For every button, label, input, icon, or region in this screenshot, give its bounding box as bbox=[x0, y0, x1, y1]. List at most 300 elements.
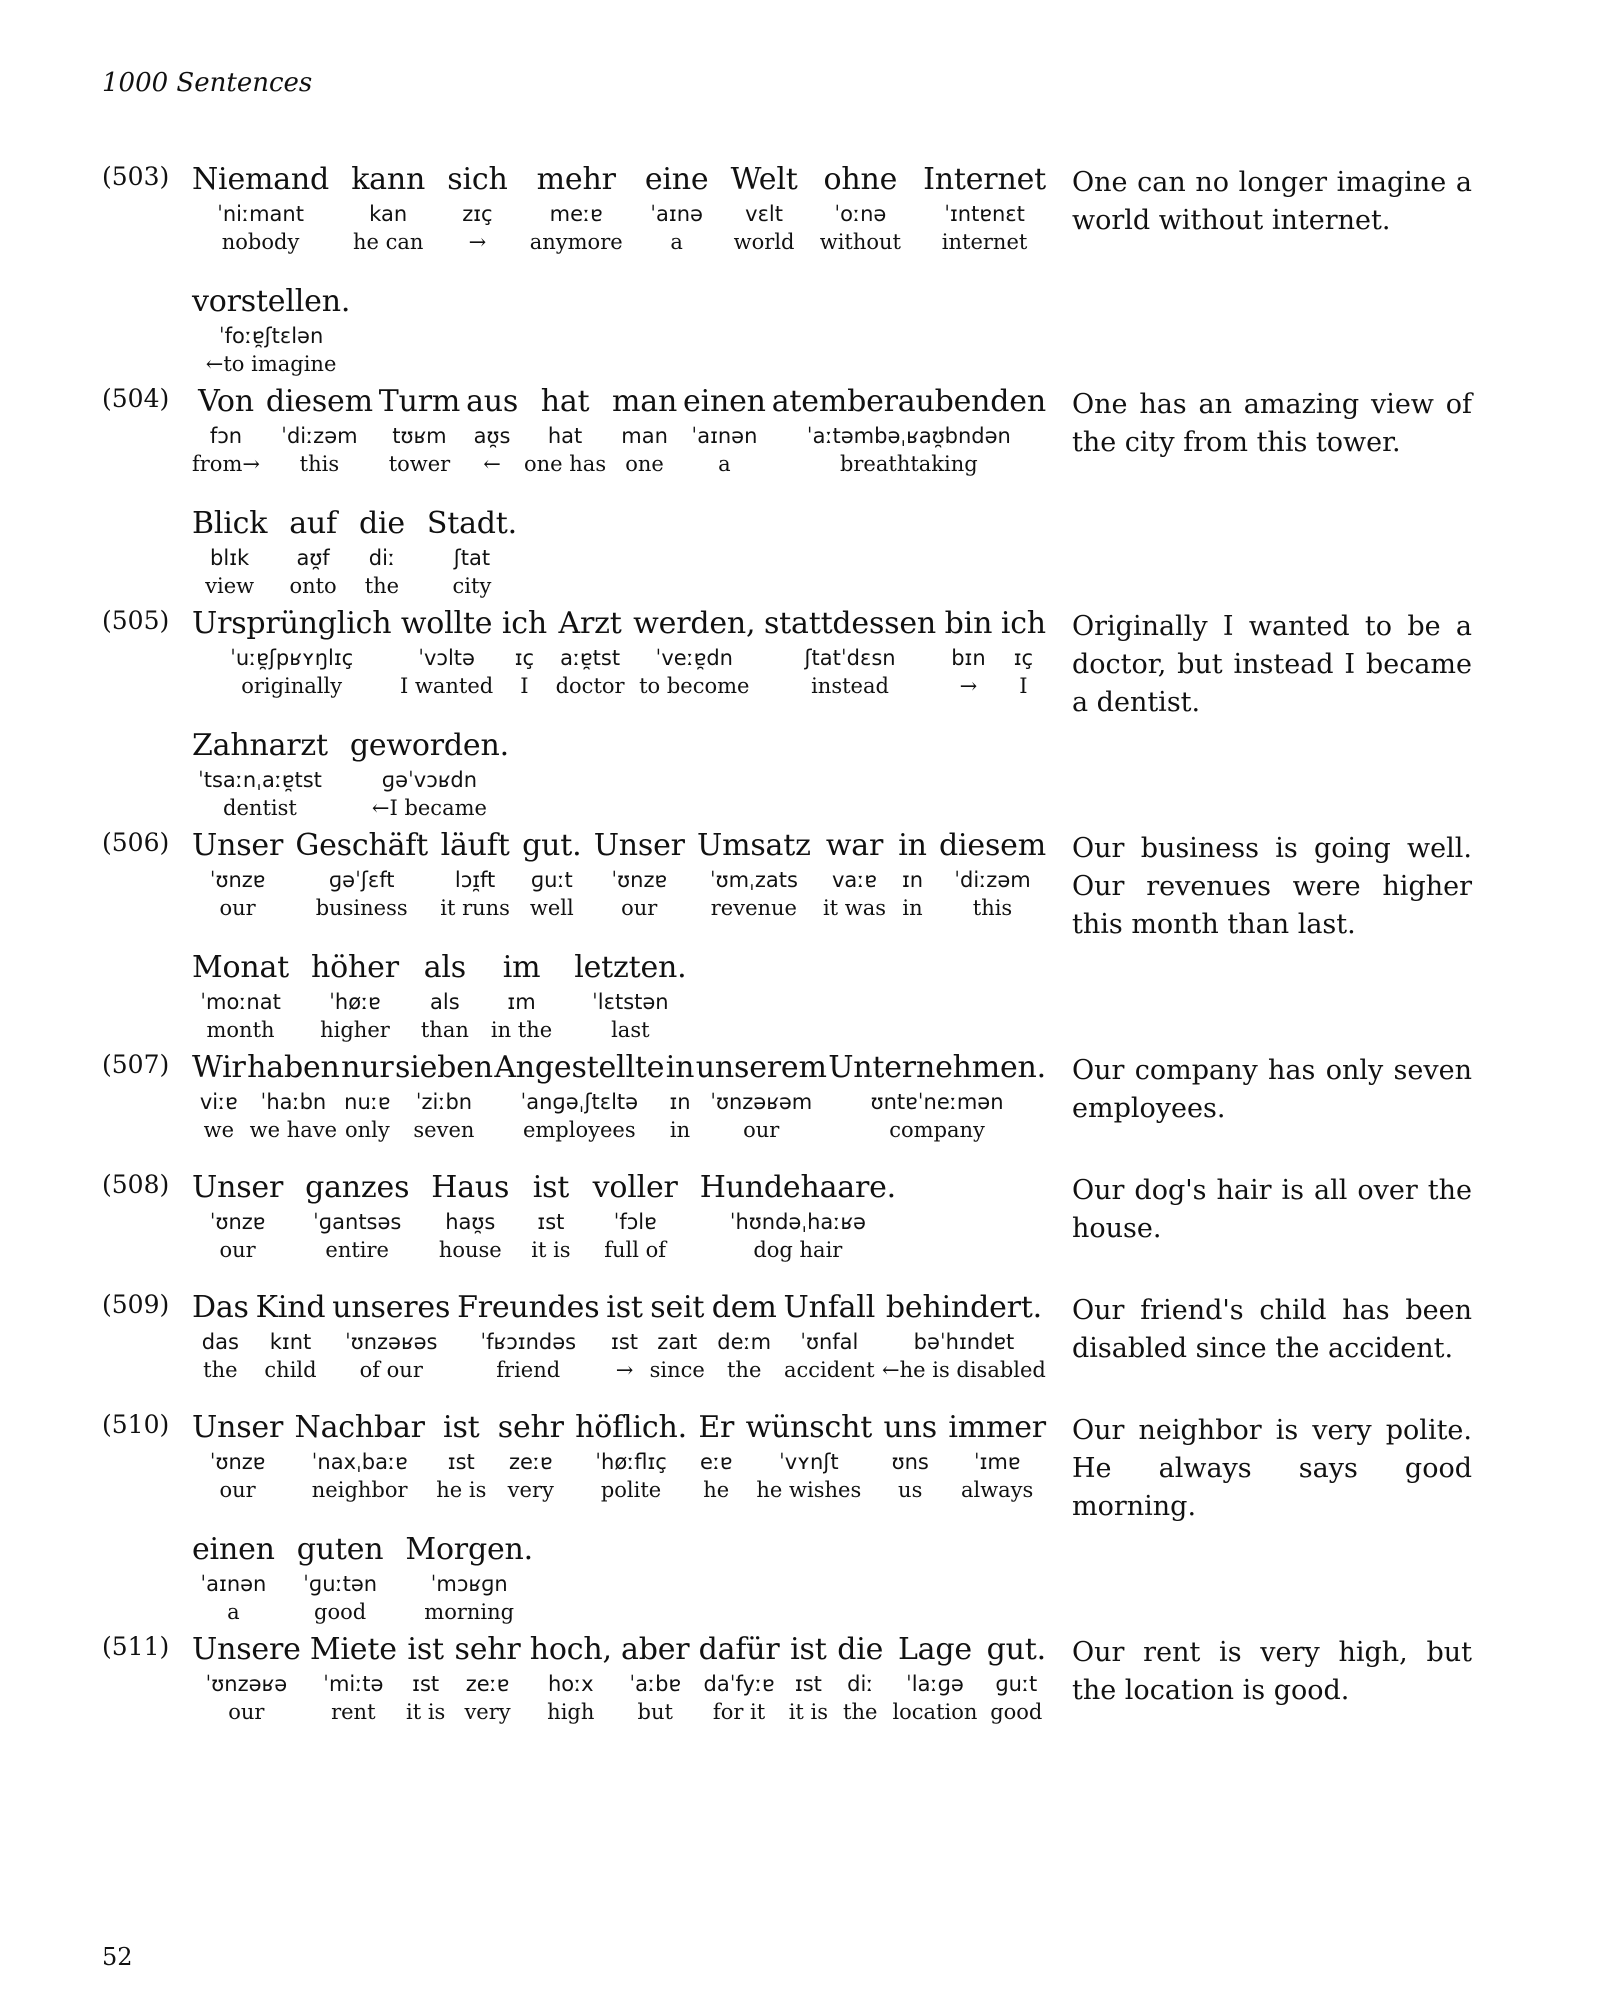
english-gloss: us bbox=[898, 1478, 923, 1502]
german-word: einen bbox=[683, 384, 766, 419]
german-word: im bbox=[502, 950, 541, 985]
glossed-word bbox=[612, 382, 677, 482]
german-word: sehr bbox=[454, 1632, 521, 1667]
german-word: hoch, bbox=[529, 1632, 612, 1667]
glossed-word bbox=[332, 1288, 450, 1388]
english-gloss: to become bbox=[639, 674, 750, 698]
ipa-transcription: ɪç bbox=[514, 646, 535, 670]
german-word: Kind bbox=[255, 1290, 326, 1325]
ipa-transcription: ˈʊnzɐ bbox=[611, 868, 668, 892]
german-word: Blick bbox=[192, 506, 268, 541]
ipa-transcription: aːɐ̯tst bbox=[560, 646, 621, 670]
german-word: vorstellen. bbox=[192, 284, 351, 319]
german-word: man bbox=[612, 384, 678, 419]
ipa-transcription: ɪm bbox=[507, 990, 536, 1014]
ipa-transcription: ˈmɔʁɡn bbox=[430, 1572, 508, 1596]
german-word: ohne bbox=[823, 162, 898, 197]
ipa-transcription: ˈuːɐ̯ʃpʁʏŋlɪç bbox=[230, 646, 354, 670]
english-gloss: the bbox=[203, 1358, 238, 1382]
german-word: ist bbox=[407, 1632, 444, 1667]
english-gloss: accident bbox=[784, 1358, 875, 1382]
glossed-word bbox=[606, 1288, 642, 1388]
german-word: einen bbox=[192, 1532, 275, 1567]
german-word: Unser bbox=[192, 828, 284, 863]
german-word: Unsere bbox=[192, 1632, 301, 1667]
gloss-line bbox=[192, 726, 1046, 826]
ipa-transcription: eːɐ bbox=[699, 1450, 733, 1474]
glossed-word bbox=[784, 1288, 876, 1388]
ipa-transcription: meːɐ bbox=[549, 202, 603, 226]
glossed-word bbox=[524, 382, 606, 482]
glossed-word bbox=[683, 382, 766, 482]
glossed-word bbox=[502, 604, 547, 704]
gloss-line bbox=[192, 826, 1046, 926]
german-word: Unternehmen. bbox=[828, 1050, 1046, 1085]
english-gloss: high bbox=[547, 1700, 595, 1724]
interlinear-gloss bbox=[192, 160, 1046, 404]
glossed-word bbox=[699, 1630, 780, 1730]
glossed-word bbox=[820, 160, 901, 260]
glossed-word bbox=[447, 160, 507, 260]
english-gloss: business bbox=[315, 896, 408, 920]
ipa-transcription: ˈdiːzəm bbox=[281, 424, 358, 448]
glossed-word bbox=[746, 1408, 873, 1508]
ipa-transcription: ˈaɪnə bbox=[650, 202, 703, 226]
ipa-transcription: ɪst bbox=[611, 1330, 639, 1354]
gloss-line bbox=[192, 282, 1046, 382]
ipa-transcription: ˈniːmant bbox=[217, 202, 304, 226]
english-gloss: the bbox=[843, 1700, 878, 1724]
german-word: höher bbox=[311, 950, 399, 985]
english-translation: Originally I wanted to be a doctor, but instead I became a dentist. bbox=[1072, 611, 1472, 718]
english-gloss: only bbox=[344, 1118, 390, 1142]
ipa-transcription: tʊʁm bbox=[392, 424, 447, 448]
german-word: letzten. bbox=[574, 950, 687, 985]
german-word: Umsatz bbox=[697, 828, 811, 863]
german-word: Monat bbox=[192, 950, 290, 985]
english-gloss: doctor bbox=[555, 674, 625, 698]
ipa-transcription: ɪç bbox=[1013, 646, 1034, 670]
english-gloss: polite bbox=[600, 1478, 662, 1502]
glossed-word bbox=[192, 282, 350, 382]
gloss-line bbox=[192, 1408, 1046, 1508]
glossed-word bbox=[882, 1288, 1046, 1388]
ipa-transcription: ˈmiːtə bbox=[323, 1672, 384, 1696]
glossed-word bbox=[828, 1048, 1046, 1148]
glossed-word bbox=[700, 1168, 896, 1268]
ipa-transcription: ˈaːbɐ bbox=[629, 1672, 682, 1696]
english-gloss: → bbox=[468, 230, 487, 254]
german-word: gut. bbox=[986, 1632, 1046, 1667]
ipa-transcription: ˈhʊndəˌhaːʁə bbox=[729, 1210, 866, 1234]
glossed-word bbox=[823, 826, 886, 926]
english-gloss: month bbox=[206, 1018, 275, 1042]
english-gloss: house bbox=[438, 1238, 502, 1262]
german-word: seit bbox=[650, 1290, 705, 1325]
english-gloss: he bbox=[703, 1478, 730, 1502]
german-word: nur bbox=[341, 1050, 394, 1085]
glossed-word bbox=[192, 726, 328, 826]
english-translation: Our dog's hair is all over the house. bbox=[1072, 1175, 1472, 1244]
english-gloss: ←he is disabled bbox=[882, 1358, 1046, 1382]
glossed-word bbox=[359, 504, 405, 604]
english-gloss: than bbox=[420, 1018, 469, 1042]
english-gloss: revenue bbox=[710, 896, 797, 920]
entry-number: (506) bbox=[102, 828, 170, 857]
glossed-word bbox=[494, 1048, 664, 1148]
german-word: sieben bbox=[395, 1050, 493, 1085]
english-gloss: location bbox=[892, 1700, 978, 1724]
german-word: Welt bbox=[730, 162, 798, 197]
german-word: Unfall bbox=[783, 1290, 876, 1325]
glossed-word bbox=[556, 604, 625, 704]
german-word: hat bbox=[540, 384, 590, 419]
ipa-transcription: ˈʊnzəʁə bbox=[205, 1672, 288, 1696]
english-gloss: it is bbox=[788, 1700, 829, 1724]
gloss-line bbox=[192, 1630, 1046, 1730]
interlinear-gloss bbox=[192, 1630, 1046, 1752]
entry-number: (503) bbox=[102, 162, 170, 191]
german-word: ist bbox=[790, 1632, 827, 1667]
german-word: Morgen. bbox=[405, 1532, 533, 1567]
german-word: Ursprünglich bbox=[192, 606, 392, 641]
english-gloss: a bbox=[670, 230, 683, 254]
glossed-word bbox=[789, 1630, 828, 1730]
glossed-word bbox=[192, 504, 267, 604]
german-word: höflich. bbox=[575, 1410, 687, 1445]
english-gloss: very bbox=[507, 1478, 554, 1502]
ipa-transcription: ˈdiːzəm bbox=[954, 868, 1031, 892]
glossed-word bbox=[1001, 604, 1046, 704]
english-translation: One has an amazing view of the city from this tower. bbox=[1072, 389, 1472, 458]
glossed-word bbox=[192, 604, 391, 704]
ipa-transcription: ˈʊnzəʁəs bbox=[344, 1330, 438, 1354]
english-gloss: friend bbox=[496, 1358, 561, 1382]
glossed-word bbox=[350, 726, 509, 826]
english-gloss: good bbox=[990, 1700, 1043, 1724]
german-word: diesem bbox=[265, 384, 373, 419]
glossed-word bbox=[945, 604, 993, 704]
ipa-transcription: ˈhaːbn bbox=[260, 1090, 327, 1114]
ipa-transcription: zɪç bbox=[462, 202, 493, 226]
interlinear-gloss bbox=[192, 1288, 1046, 1410]
german-word: behindert. bbox=[885, 1290, 1042, 1325]
english-gloss: onto bbox=[289, 574, 337, 598]
glossed-word bbox=[898, 826, 927, 926]
english-gloss: ←to imagine bbox=[205, 352, 337, 376]
english-gloss: but bbox=[637, 1700, 673, 1724]
glossed-word bbox=[395, 1048, 493, 1148]
english-gloss: ← bbox=[483, 452, 501, 476]
german-word: Miete bbox=[309, 1632, 397, 1667]
glossed-word bbox=[764, 604, 936, 704]
ipa-transcription: man bbox=[621, 424, 668, 448]
ipa-transcription: fɔn bbox=[209, 424, 243, 448]
glossed-word bbox=[289, 504, 337, 604]
german-word: kann bbox=[351, 162, 426, 197]
ipa-transcription: ʃtat bbox=[453, 546, 491, 570]
ipa-transcription: ʊntɐˈneːmən bbox=[870, 1090, 1004, 1114]
entry-number: (510) bbox=[102, 1410, 170, 1439]
running-header: 1000 Sentences bbox=[102, 68, 313, 98]
ipa-transcription: ˈtsaːnˌaːɐ̯tst bbox=[197, 768, 322, 792]
english-gloss: world bbox=[733, 230, 795, 254]
english-gloss: in bbox=[902, 896, 923, 920]
english-gloss: nobody bbox=[221, 230, 300, 254]
ipa-transcription: ɪst bbox=[412, 1672, 440, 1696]
interlinear-gloss bbox=[192, 382, 1046, 626]
german-word: läuft bbox=[440, 828, 510, 863]
glossed-word bbox=[948, 1408, 1046, 1508]
ipa-transcription: ɪst bbox=[794, 1672, 822, 1696]
ipa-transcription: ˈlɛtstən bbox=[592, 990, 669, 1014]
glossed-word bbox=[923, 160, 1046, 260]
glossed-word bbox=[421, 948, 469, 1048]
english-gloss: it is bbox=[531, 1238, 571, 1262]
glossed-word bbox=[431, 1168, 509, 1268]
english-gloss: I bbox=[1019, 674, 1028, 698]
glossed-word bbox=[379, 382, 460, 482]
ipa-transcription: ɪn bbox=[669, 1090, 691, 1114]
german-word: bin bbox=[944, 606, 993, 641]
glossed-word bbox=[192, 1408, 283, 1508]
ipa-transcription: ɪst bbox=[447, 1450, 475, 1474]
entry-number: (504) bbox=[102, 384, 170, 413]
english-gloss: of our bbox=[359, 1358, 423, 1382]
german-word: uns bbox=[883, 1410, 937, 1445]
glossed-word bbox=[440, 826, 510, 926]
gloss-line bbox=[192, 160, 1046, 260]
english-gloss: child bbox=[264, 1358, 317, 1382]
glossed-word bbox=[455, 1630, 521, 1730]
glossed-word bbox=[192, 1048, 246, 1148]
english-gloss: → bbox=[959, 674, 978, 698]
english-gloss: very bbox=[464, 1700, 511, 1724]
glossed-word bbox=[305, 1168, 409, 1268]
german-word: gut. bbox=[522, 828, 582, 863]
german-word: die bbox=[837, 1632, 884, 1667]
english-gloss: ←I became bbox=[371, 796, 487, 820]
german-word: Unser bbox=[192, 1170, 284, 1205]
ipa-transcription: ˈʊnzɐ bbox=[209, 868, 266, 892]
english-gloss: our bbox=[219, 896, 256, 920]
ipa-transcription: ˈʊnzɐ bbox=[209, 1450, 266, 1474]
english-gloss: one has bbox=[524, 452, 607, 476]
ipa-transcription: ˈɡantsəs bbox=[313, 1210, 402, 1234]
gloss-line bbox=[192, 948, 1046, 1048]
glossed-word bbox=[192, 1530, 275, 1630]
german-word: Geschäft bbox=[295, 828, 429, 863]
english-gloss: employees bbox=[522, 1118, 636, 1142]
gloss-line bbox=[192, 1168, 1046, 1268]
english-translation: Our friend's child has been disabled since the accident. bbox=[1072, 1295, 1472, 1364]
english-translation: Our company has only seven employees. bbox=[1072, 1055, 1472, 1124]
english-gloss: in the bbox=[490, 1018, 553, 1042]
english-gloss: higher bbox=[320, 1018, 390, 1042]
english-gloss: the bbox=[364, 574, 400, 598]
german-word: in bbox=[665, 1050, 695, 1085]
glossed-word bbox=[621, 1630, 689, 1730]
glossed-word bbox=[712, 1288, 777, 1388]
english-gloss: breathtaking bbox=[839, 452, 978, 476]
english-gloss: it is bbox=[405, 1700, 446, 1724]
german-word: Nachbar bbox=[294, 1410, 425, 1445]
english-gloss: good bbox=[314, 1600, 367, 1624]
interlinear-gloss bbox=[192, 1408, 1046, 1652]
glossed-word bbox=[697, 826, 811, 926]
german-word: Zahnarzt bbox=[192, 728, 328, 763]
english-gloss: without bbox=[819, 230, 901, 254]
glossed-word bbox=[593, 1168, 678, 1268]
ipa-transcription: als bbox=[430, 990, 460, 1014]
german-word: ganzes bbox=[305, 1170, 410, 1205]
english-gloss: well bbox=[529, 896, 574, 920]
english-gloss: we have bbox=[249, 1118, 338, 1142]
english-gloss: he can bbox=[352, 230, 424, 254]
glossed-word bbox=[531, 1168, 570, 1268]
glossed-word bbox=[575, 1408, 687, 1508]
glossed-word bbox=[987, 1630, 1046, 1730]
english-gloss: seven bbox=[413, 1118, 475, 1142]
glossed-word bbox=[645, 160, 709, 260]
german-word: voller bbox=[592, 1170, 678, 1205]
interlinear-gloss bbox=[192, 604, 1046, 848]
glossed-word bbox=[192, 1630, 301, 1730]
english-gloss: internet bbox=[941, 230, 1028, 254]
glossed-word bbox=[436, 1408, 486, 1508]
german-word: Wir bbox=[192, 1050, 246, 1085]
german-word: die bbox=[358, 506, 405, 541]
german-word: Unser bbox=[593, 828, 685, 863]
german-word: sehr bbox=[497, 1410, 564, 1445]
glossed-word bbox=[498, 1408, 564, 1508]
ipa-transcription: das bbox=[201, 1330, 239, 1354]
english-gloss: the bbox=[726, 1358, 762, 1382]
english-gloss: morning bbox=[424, 1600, 515, 1624]
german-word: wollte bbox=[400, 606, 493, 641]
gloss-line bbox=[192, 382, 1046, 482]
german-word: Angestellte bbox=[494, 1050, 665, 1085]
english-gloss: since bbox=[649, 1358, 705, 1382]
glossed-word bbox=[772, 382, 1046, 482]
interlinear-gloss bbox=[192, 1168, 1046, 1290]
ipa-transcription: ˈaɪnən bbox=[691, 424, 758, 448]
glossed-word bbox=[341, 1048, 393, 1148]
gloss-line bbox=[192, 1288, 1046, 1388]
glossed-word bbox=[310, 1630, 397, 1730]
ipa-transcription: ˈziːbn bbox=[415, 1090, 473, 1114]
ipa-transcription: ˈʊnzɐ bbox=[209, 1210, 266, 1234]
english-gloss: for it bbox=[712, 1700, 766, 1724]
glossed-word bbox=[406, 1630, 445, 1730]
german-word: ich bbox=[501, 606, 547, 641]
glossed-word bbox=[522, 826, 581, 926]
german-word: aber bbox=[621, 1632, 690, 1667]
ipa-transcription: bəˈhɪndɐt bbox=[913, 1330, 1015, 1354]
ipa-transcription: ˈaːtəmbəˌʁaʊ̯bndən bbox=[806, 424, 1011, 448]
german-word: war bbox=[825, 828, 884, 863]
german-word: diesem bbox=[939, 828, 1046, 863]
english-gloss: company bbox=[889, 1118, 985, 1142]
glossed-word bbox=[574, 948, 686, 1048]
glossed-word bbox=[192, 160, 329, 260]
german-word: werden, bbox=[633, 606, 756, 641]
english-gloss: from→ bbox=[192, 452, 260, 476]
glossed-word bbox=[297, 1530, 384, 1630]
glossed-word bbox=[247, 1048, 340, 1148]
english-gloss: a bbox=[227, 1600, 240, 1624]
german-word: Arzt bbox=[558, 606, 622, 641]
gloss-line bbox=[192, 1530, 1046, 1630]
english-translation: Our rent is very high, but the location is good. bbox=[1072, 1637, 1472, 1706]
german-word: Haus bbox=[431, 1170, 510, 1205]
glossed-word bbox=[311, 948, 399, 1048]
ipa-transcription: ˈhøːflɪç bbox=[595, 1450, 667, 1474]
glossed-word bbox=[530, 160, 623, 260]
ipa-transcription: daˈfyːɐ bbox=[703, 1672, 775, 1696]
german-word: Freundes bbox=[457, 1290, 600, 1325]
ipa-transcription: ˈʊnzəʁəm bbox=[710, 1090, 813, 1114]
english-gloss: this bbox=[299, 452, 340, 476]
ipa-transcription: hat bbox=[547, 424, 583, 448]
glossed-word bbox=[892, 1630, 977, 1730]
german-word: Das bbox=[192, 1290, 249, 1325]
glossed-word bbox=[295, 1408, 425, 1508]
ipa-transcription: ˈfɔlɐ bbox=[613, 1210, 657, 1234]
german-word: Lage bbox=[897, 1632, 972, 1667]
ipa-transcription: viːɐ bbox=[199, 1090, 238, 1114]
ipa-transcription: blɪk bbox=[210, 546, 250, 570]
english-gloss: neighbor bbox=[311, 1478, 408, 1502]
german-word: ist bbox=[532, 1170, 570, 1205]
gloss-line bbox=[192, 604, 1046, 704]
ipa-transcription: deːm bbox=[717, 1330, 772, 1354]
german-word: Hundehaare. bbox=[699, 1170, 896, 1205]
german-word: immer bbox=[948, 1410, 1046, 1445]
ipa-transcription: ˈɪntɐnɛt bbox=[944, 202, 1025, 226]
english-gloss: our bbox=[219, 1238, 256, 1262]
glossed-word bbox=[696, 1048, 827, 1148]
ipa-transcription: ˈmoːnat bbox=[200, 990, 281, 1014]
english-gloss: city bbox=[452, 574, 492, 598]
german-word: unseres bbox=[332, 1290, 451, 1325]
ipa-transcription: kan bbox=[369, 202, 408, 226]
english-gloss: always bbox=[960, 1478, 1034, 1502]
glossed-word bbox=[457, 1288, 599, 1388]
glossed-word bbox=[256, 1288, 326, 1388]
glossed-word bbox=[837, 1630, 883, 1730]
german-word: in bbox=[898, 828, 927, 863]
ipa-transcription: haʊ̯s bbox=[445, 1210, 496, 1234]
ipa-transcription: ˈnaxˌbaːɐ bbox=[311, 1450, 408, 1474]
english-gloss: this bbox=[972, 896, 1013, 920]
english-gloss: full of bbox=[604, 1238, 667, 1262]
glossed-word bbox=[266, 382, 373, 482]
glossed-word bbox=[666, 1048, 695, 1148]
ipa-transcription: zaɪt bbox=[657, 1330, 698, 1354]
ipa-transcription: bɪn bbox=[951, 646, 986, 670]
ipa-transcription: nuːɐ bbox=[344, 1090, 391, 1114]
ipa-transcription: diː bbox=[368, 546, 396, 570]
english-gloss: our bbox=[743, 1118, 780, 1142]
english-gloss: dog hair bbox=[753, 1238, 843, 1262]
gloss-line bbox=[192, 1048, 1046, 1148]
ipa-transcription: vaːɐ bbox=[832, 868, 877, 892]
glossed-word bbox=[400, 604, 493, 704]
glossed-word bbox=[698, 1408, 734, 1508]
english-gloss: view bbox=[205, 574, 255, 598]
english-translation: Our neighbor is very polite. He always says good morning. bbox=[1072, 1415, 1472, 1522]
